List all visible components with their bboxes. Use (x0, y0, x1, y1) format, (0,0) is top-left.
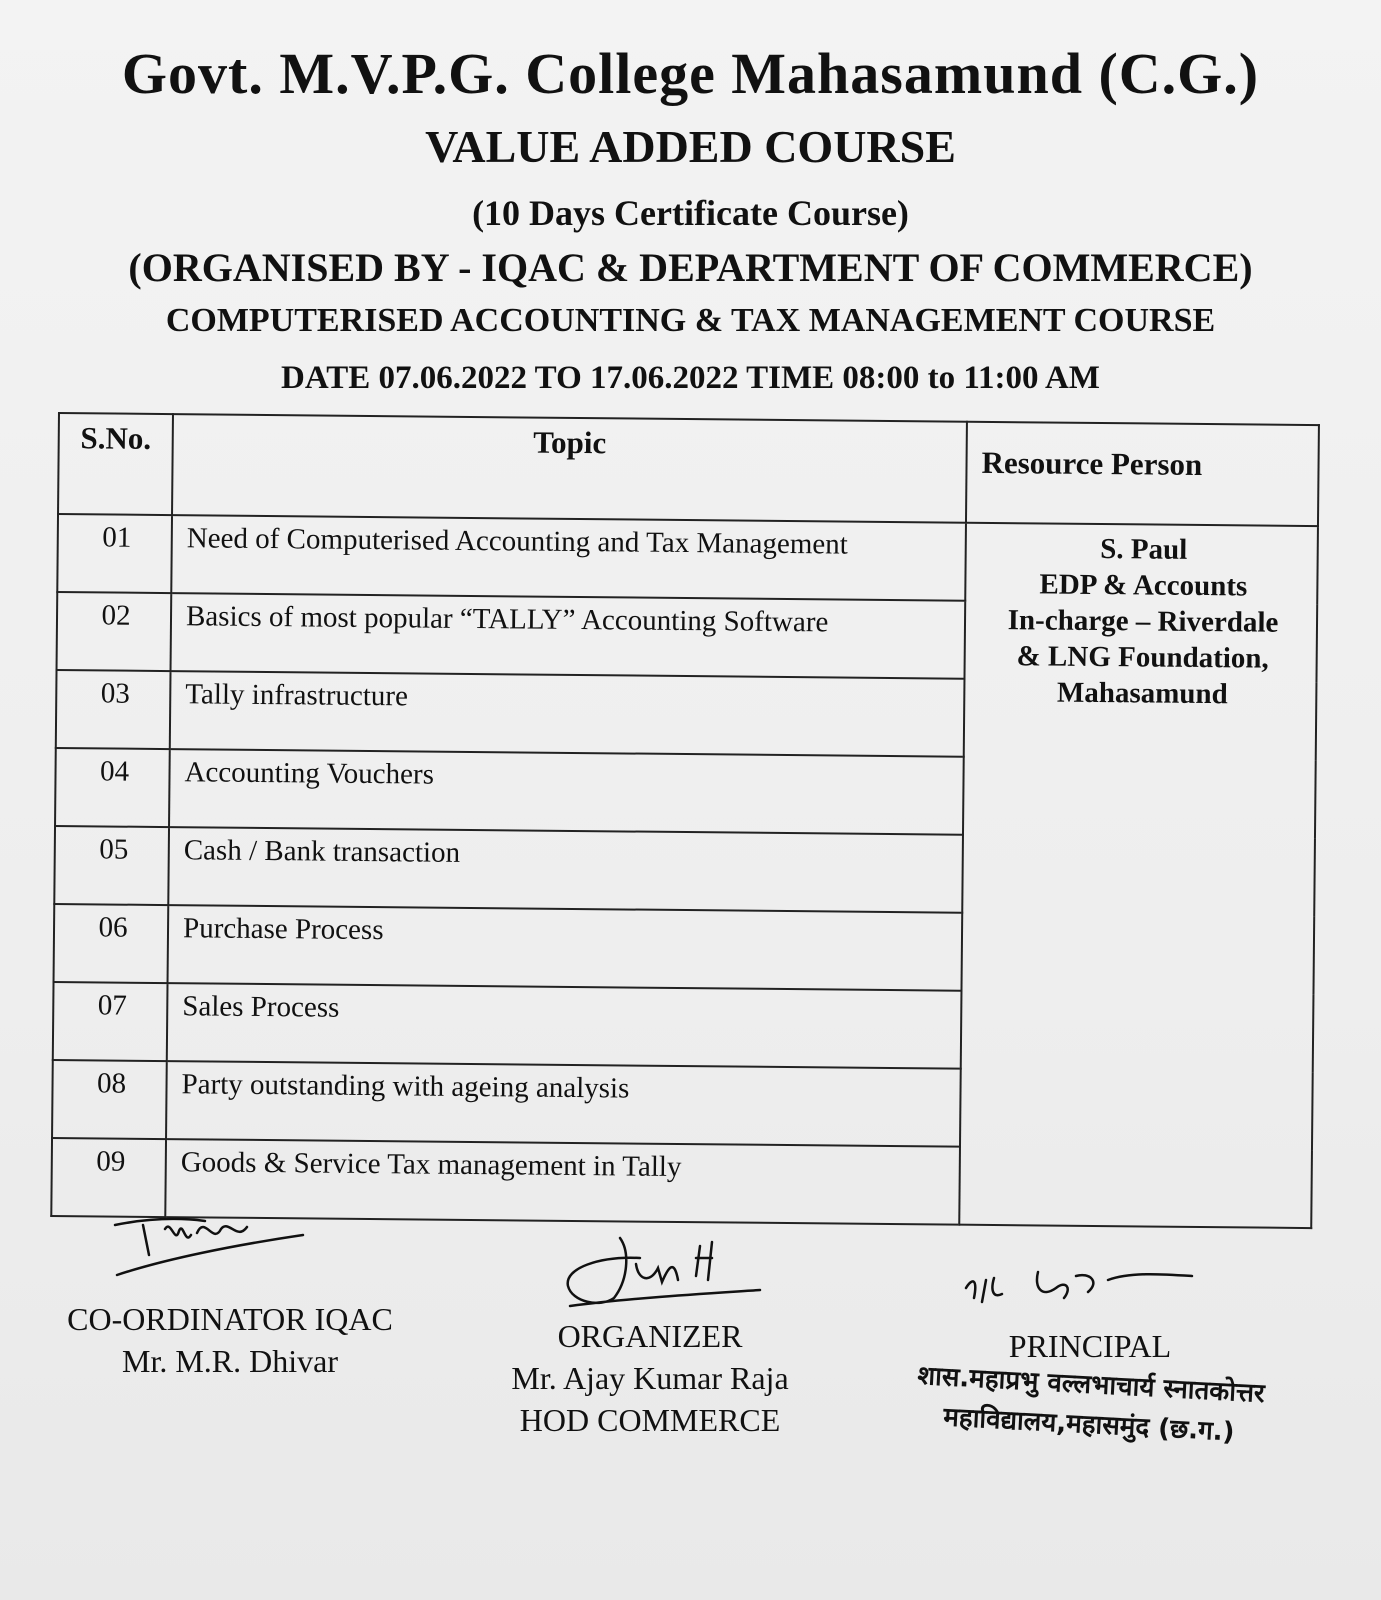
course-type-heading: VALUE ADDED COURSE (425, 121, 956, 172)
organizer-designation: HOD COMMERCE (519, 1402, 781, 1438)
schedule-table (50, 412, 1320, 1229)
row-sno: 04 (55, 748, 170, 827)
college-seal-stamp (888, 1355, 1292, 1456)
coordinator-signature (105, 1205, 315, 1290)
resource-person-line: & LNG Foundation, (1016, 640, 1269, 675)
sno-column-header: S.No. (58, 413, 173, 515)
seal-line: शास.महाप्रभु वल्लभाचार्य स्नातकोत्तर (916, 1360, 1266, 1410)
principal-role: PRINCIPAL (1008, 1328, 1172, 1364)
table-row (57, 514, 1318, 604)
row-sno: 08 (52, 1060, 167, 1139)
course-name: COMPUTERISED ACCOUNTING & TAX MANAGEMENT COURSE (165, 302, 1216, 339)
row-sno: 06 (54, 904, 169, 983)
coordinator-name: Mr. M.R. Dhivar (122, 1343, 338, 1379)
resource-person-line: In-charge – Riverdale (1007, 604, 1279, 639)
resource-person-line: Mahasamund (1056, 676, 1228, 711)
row-topic: Tally infrastructure (170, 671, 965, 757)
row-topic: Goods & Service Tax management in Tally (165, 1139, 960, 1225)
organizer-signature (560, 1228, 765, 1318)
principal-signature (960, 1258, 1220, 1318)
organizer-block (470, 1315, 830, 1441)
row-topic: Basics of most popular “TALLY” Accounting Software (171, 593, 966, 679)
row-sno: 07 (53, 982, 168, 1061)
row-sno: 01 (57, 514, 172, 593)
row-sno: 03 (56, 670, 171, 749)
coordinator-role: CO-ORDINATOR IQAC (67, 1301, 393, 1337)
organizer-name: Mr. Ajay Kumar Raja (511, 1360, 789, 1396)
resource-person-cell (959, 523, 1318, 1228)
organised-by: (ORGANISED BY - IQAC & DEPARTMENT OF COMMERCE) (128, 245, 1253, 290)
coordinator-block (40, 1298, 420, 1382)
row-topic: Accounting Vouchers (169, 749, 964, 835)
row-topic: Party outstanding with ageing analysis (166, 1061, 961, 1147)
course-duration: (10 Days Certificate Course) (472, 193, 909, 233)
row-topic: Need of Computerised Accounting and Tax Management (171, 515, 966, 601)
resource-column-header: Resource Person (966, 422, 1319, 526)
resource-person-name: S. Paul (1100, 533, 1188, 566)
course-date-time: DATE 07.06.2022 TO 17.06.2022 TIME 08:00 to 11:00 AM (281, 360, 1100, 396)
resource-person-line: EDP & Accounts (1039, 568, 1248, 603)
seal-line: महाविद्यालय,महासमुंद (छ.ग.) (942, 1402, 1236, 1448)
organizer-role: ORGANIZER (557, 1318, 743, 1354)
table-header-row (58, 413, 1319, 526)
topic-column-header: Topic (172, 414, 967, 523)
row-sno: 02 (57, 592, 172, 671)
college-title: Govt. M.V.P.G. College Mahasamund (C.G.) (121, 41, 1260, 106)
row-sno: 09 (51, 1138, 166, 1217)
row-topic: Purchase Process (168, 905, 963, 991)
row-topic: Cash / Bank transaction (168, 827, 963, 913)
row-topic: Sales Process (167, 983, 962, 1069)
row-sno: 05 (54, 826, 169, 905)
